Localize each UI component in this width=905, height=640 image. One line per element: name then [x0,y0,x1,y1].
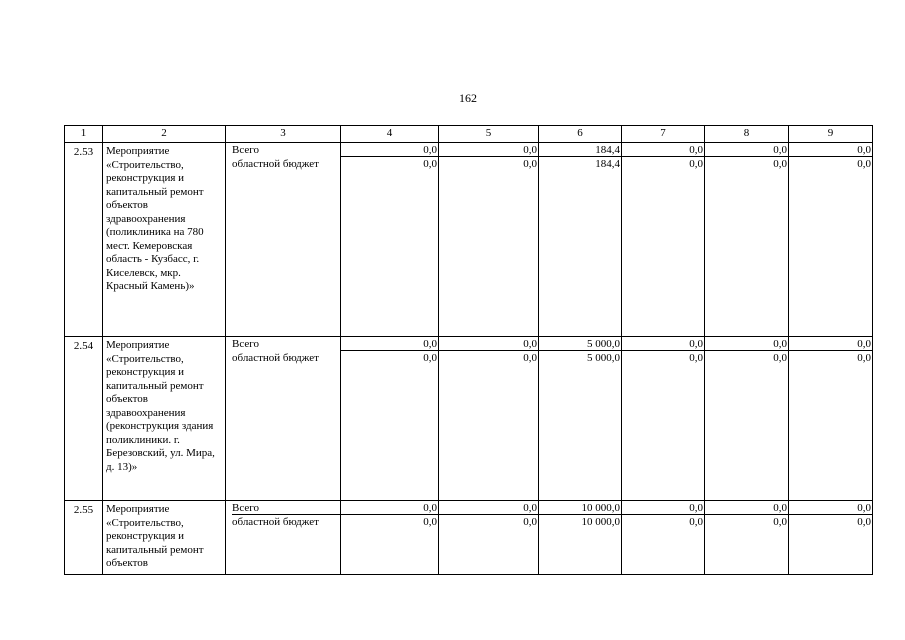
value-regional: 0,0 [423,158,437,170]
value-total: 0,0 [705,143,788,157]
value-total: 0,0 [622,143,704,157]
value-regional: 0,0 [773,158,787,170]
value-regional: 0,0 [689,352,703,364]
budget-table [64,125,873,575]
event-name: Мероприятие «Строительство, реконструкция и капитальный ремонт объектов здравоохранения (реконструкция здания поликлиники. г. Березовский, ул. Мира, д. 13)» [103,337,226,501]
value-total: 0,0 [341,337,438,351]
value-col-9 [789,337,873,501]
source-regional: областной бюджет [232,352,319,364]
header-cell: 3 [226,126,341,143]
value-regional: 10 000,0 [581,516,620,528]
value-regional: 0,0 [773,352,787,364]
value-total: 0,0 [439,337,538,351]
row-number: 2.53 [65,143,103,337]
header-cell: 2 [103,126,226,143]
value-total: 0,0 [705,337,788,351]
value-total: 0,0 [439,143,538,157]
header-cell: 6 [539,126,622,143]
header-cell: 8 [705,126,789,143]
value-col-8 [705,501,789,575]
row-number: 2.55 [65,501,103,575]
value-regional: 0,0 [523,158,537,170]
value-col-4 [341,501,439,575]
source-regional: областной бюджет [232,158,319,170]
value-col-5 [439,337,539,501]
value-col-5 [439,143,539,337]
header-cell: 7 [622,126,705,143]
value-col-6 [539,501,622,575]
funding-source [226,501,341,575]
value-col-6 [539,143,622,337]
value-col-4 [341,337,439,501]
value-col-9 [789,501,873,575]
value-col-7 [622,337,705,501]
value-total: 0,0 [789,501,872,515]
table-row [65,501,873,575]
event-name: Мероприятие «Строительство, реконструкция и капитальный ремонт объектов [103,501,226,575]
page-number: 162 [459,91,477,105]
value-regional: 0,0 [423,516,437,528]
value-col-9 [789,143,873,337]
value-regional: 0,0 [857,352,871,364]
value-regional: 0,0 [689,158,703,170]
value-regional: 0,0 [523,516,537,528]
header-cell: 1 [65,126,103,143]
source-total: Всего [232,144,259,156]
value-total: 0,0 [705,501,788,515]
value-col-8 [705,143,789,337]
value-col-7 [622,501,705,575]
value-total: 0,0 [439,501,538,515]
value-col-5 [439,501,539,575]
value-total: 0,0 [789,143,872,157]
header-cell: 9 [789,126,873,143]
source-total: Всего [232,338,259,350]
value-total: 0,0 [622,501,704,515]
value-total: 0,0 [341,143,438,157]
value-regional: 5 000,0 [587,352,620,364]
event-name: Мероприятие «Строительство, реконструкция и капитальный ремонт объектов здравоохранения (поликлиника на 780 мест. Кемеровская область - Кузбасс, г. Киселевск, мкр. Красный Камень)» [103,143,226,337]
value-total: 5 000,0 [539,337,621,351]
value-regional: 0,0 [523,352,537,364]
source-regional: областной бюджет [232,516,319,528]
value-col-7 [622,143,705,337]
value-regional: 184,4 [595,158,620,170]
value-col-8 [705,337,789,501]
source-total: Всего [232,501,340,515]
row-number: 2.54 [65,337,103,501]
value-regional: 0,0 [773,516,787,528]
value-regional: 0,0 [689,516,703,528]
value-regional: 0,0 [857,158,871,170]
header-cell: 4 [341,126,439,143]
value-regional: 0,0 [857,516,871,528]
value-col-4 [341,143,439,337]
table-row [65,143,873,337]
value-col-6 [539,337,622,501]
header-row [65,126,873,143]
header-cell: 5 [439,126,539,143]
value-total: 184,4 [539,143,621,157]
table-row [65,337,873,501]
value-total: 10 000,0 [539,501,621,515]
funding-source [226,337,341,501]
value-regional: 0,0 [423,352,437,364]
value-total: 0,0 [789,337,872,351]
value-total: 0,0 [622,337,704,351]
value-total: 0,0 [341,501,438,515]
funding-source [226,143,341,337]
